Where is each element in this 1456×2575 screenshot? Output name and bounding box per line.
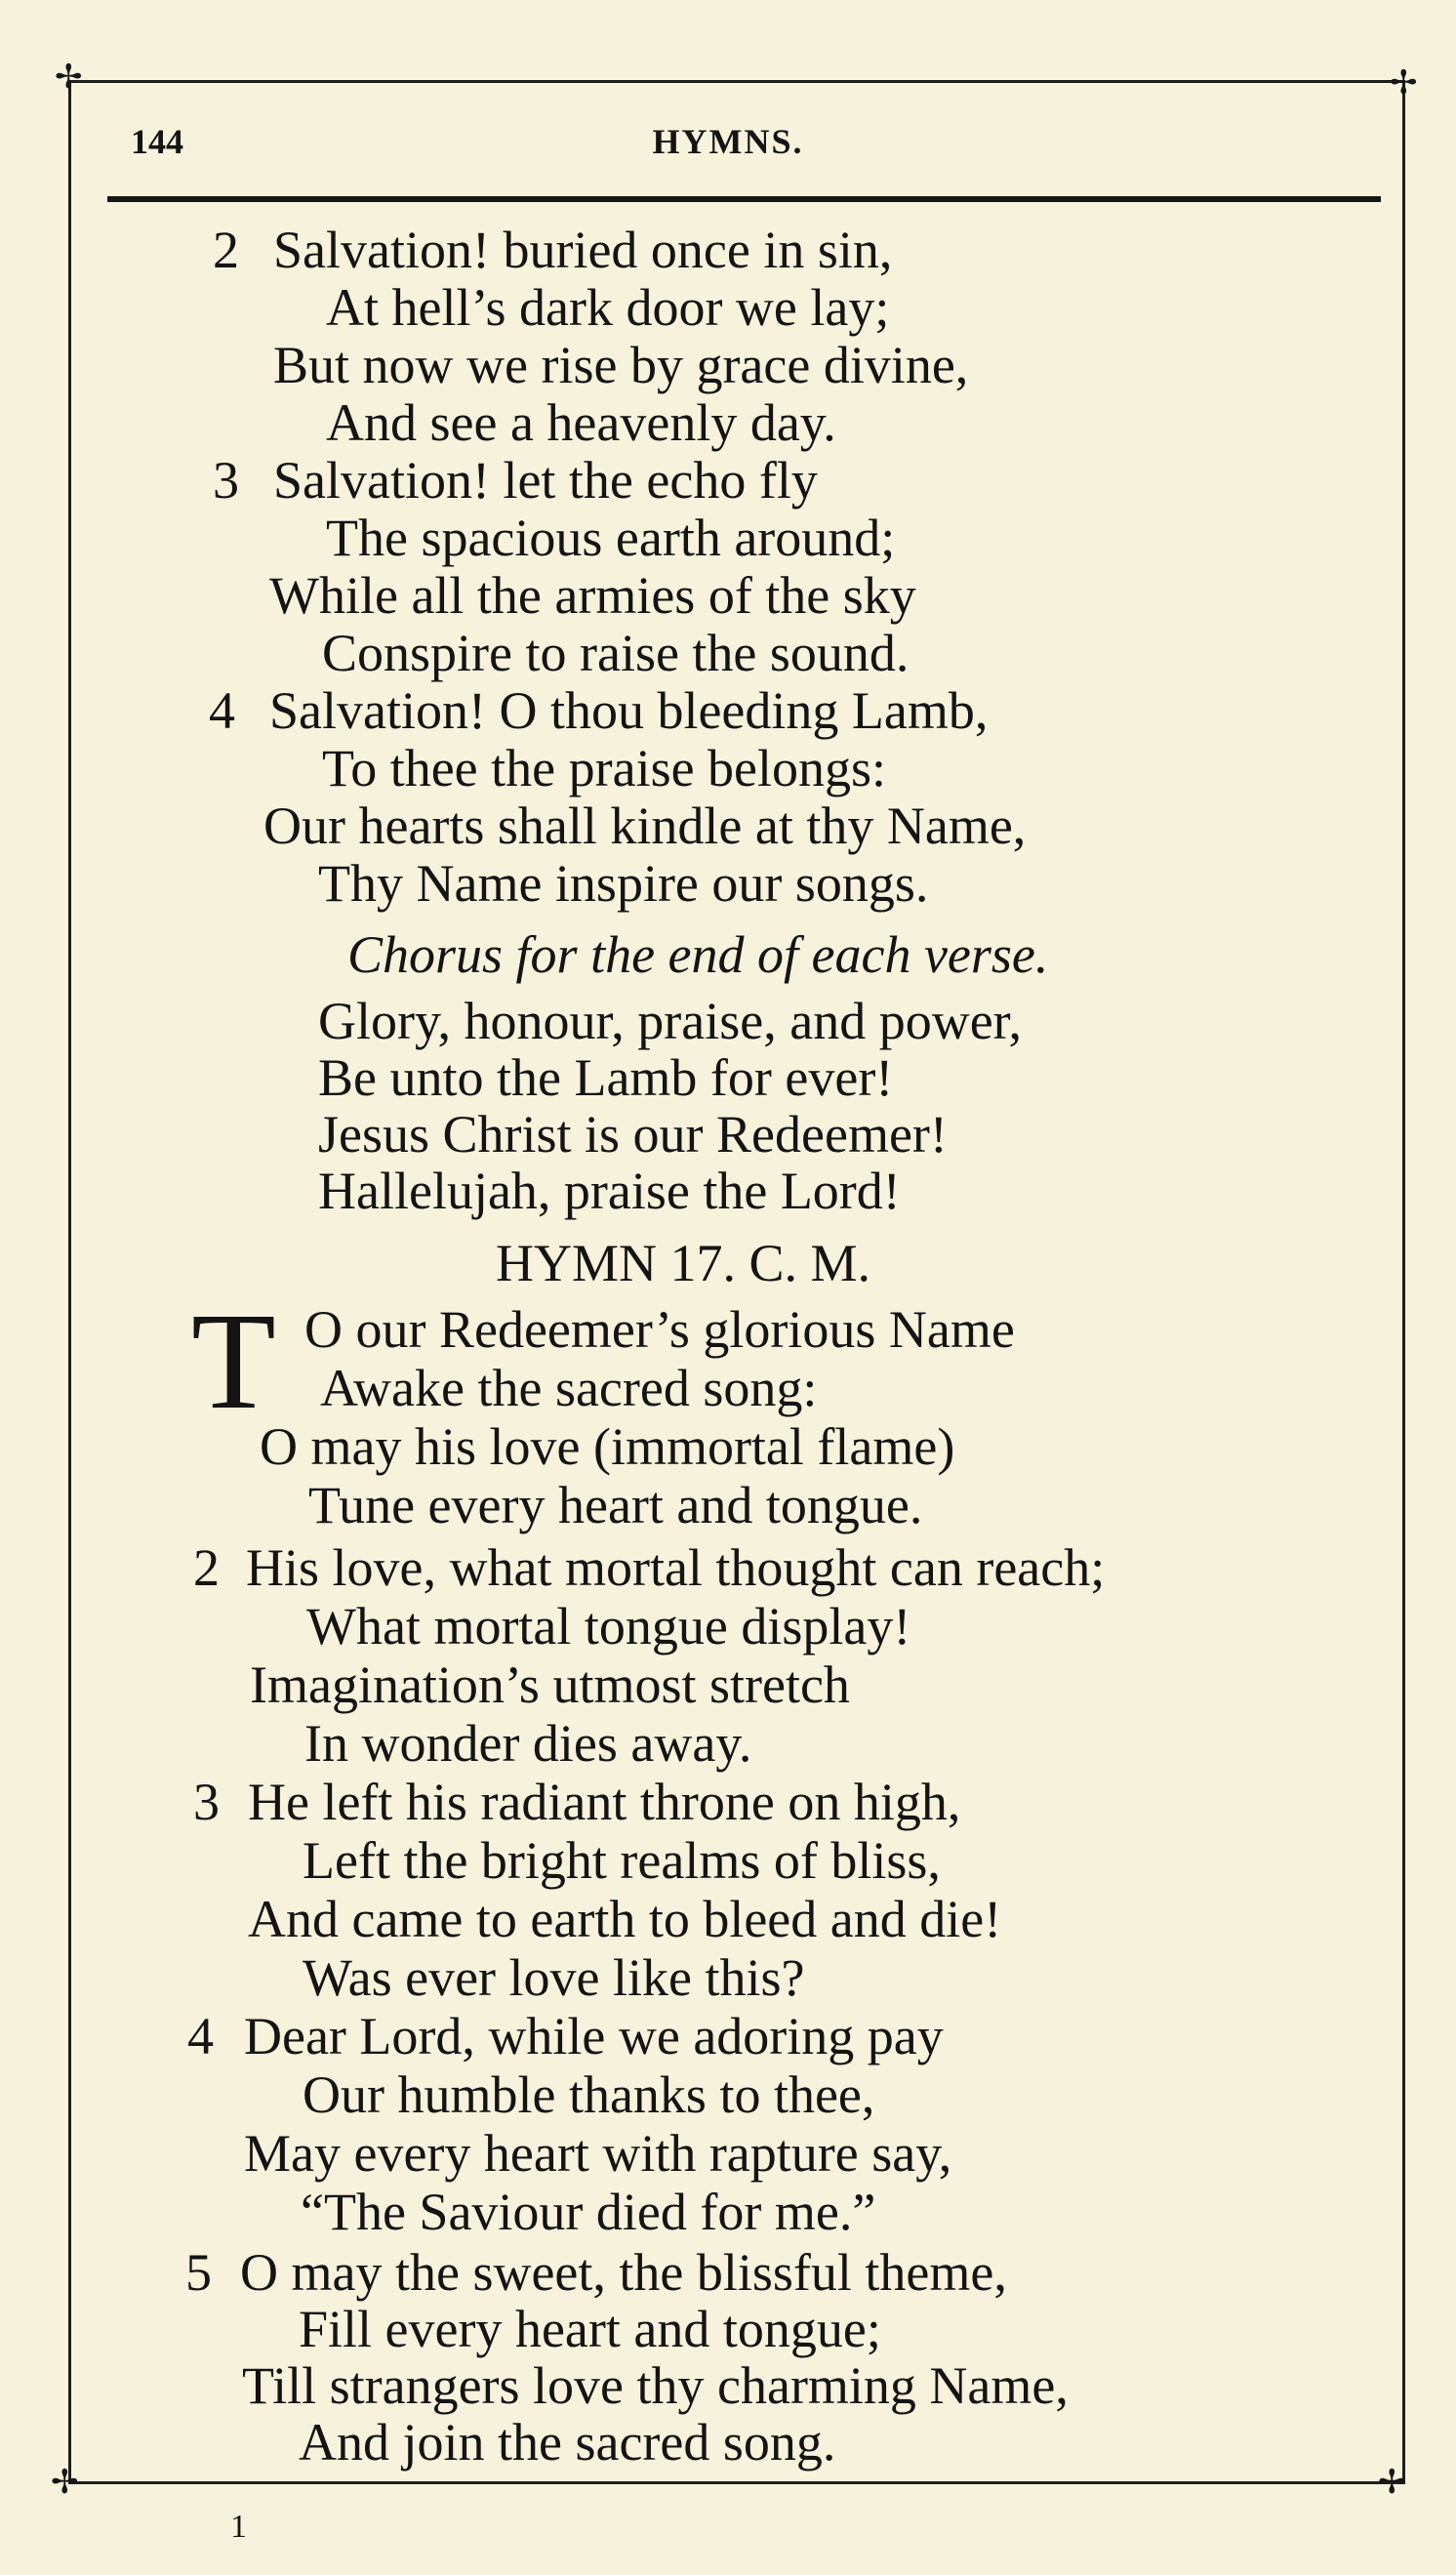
chorus-line: Be unto the Lamb for ever! bbox=[318, 1048, 894, 1107]
verse-line: Awake the sacred song: bbox=[320, 1359, 818, 1417]
right-border bbox=[1402, 80, 1405, 2481]
drop-cap: T bbox=[191, 1284, 276, 1438]
chorus-heading: Chorus for the end of each verse. bbox=[347, 925, 1049, 984]
corner-ornament-icon: ✢ bbox=[51, 2463, 79, 2502]
verse-line: Salvation! buried once in sin, bbox=[273, 221, 893, 279]
verse-line: Salvation! O thou bleeding Lamb, bbox=[269, 681, 989, 740]
verse-line: Was ever love like this? bbox=[303, 1948, 805, 2007]
verse-line: “The Saviour died for me.” bbox=[301, 2183, 876, 2241]
chorus-line: Hallelujah, praise the Lord! bbox=[318, 1162, 901, 1220]
running-title: HYMNS. bbox=[652, 122, 804, 161]
verse-line: And see a heavenly day. bbox=[326, 393, 836, 452]
corner-ornament-icon: ✢ bbox=[55, 58, 83, 97]
verse-line: Left the bright realms of bliss, bbox=[303, 1831, 941, 1890]
signature-mark: 1 bbox=[230, 2509, 247, 2545]
verse-line: O may the sweet, the blissful theme, bbox=[240, 2243, 1007, 2302]
left-border bbox=[68, 80, 71, 2481]
verse-line: Dear Lord, while we adoring pay bbox=[244, 2007, 944, 2065]
verse-number: 2 bbox=[213, 221, 239, 279]
verse-number: 5 bbox=[185, 2243, 212, 2302]
verse-line: Till strangers love thy charming Name, bbox=[242, 2356, 1069, 2415]
corner-ornament-icon: ✢ bbox=[1378, 2463, 1406, 2502]
page-number: 144 bbox=[131, 122, 183, 161]
verse-line: And came to earth to bleed and die! bbox=[248, 1890, 1002, 1948]
verse-line: To thee the praise belongs: bbox=[322, 739, 887, 797]
verse-line: His love, what mortal thought can reach; bbox=[246, 1538, 1106, 1597]
verse-line: While all the armies of the sky bbox=[269, 566, 916, 625]
verse-line: May every heart with rapture say, bbox=[244, 2124, 952, 2183]
verse-line: Fill every heart and tongue; bbox=[299, 2300, 881, 2358]
verse-line: The spacious earth around; bbox=[326, 509, 896, 567]
bottom-rule bbox=[68, 2481, 1405, 2484]
verse-line: Tune every heart and tongue. bbox=[308, 1476, 923, 1534]
chorus-line: Jesus Christ is our Redeemer! bbox=[318, 1105, 948, 1164]
verse-line: Conspire to raise the sound. bbox=[322, 624, 910, 682]
verse-number: 2 bbox=[193, 1538, 220, 1597]
verse-line: O our Redeemer’s glorious Name bbox=[304, 1300, 1015, 1359]
verse-line: Our hearts shall kindle at thy Name, bbox=[263, 797, 1027, 855]
hymn-heading: HYMN 17. C. M. bbox=[496, 1234, 871, 1292]
verse-line: O may his love (immortal flame) bbox=[260, 1417, 955, 1476]
top-rule bbox=[68, 80, 1405, 83]
verse-number: 4 bbox=[187, 2007, 214, 2065]
verse-line: But now we rise by grace divine, bbox=[273, 336, 969, 394]
verse-number: 4 bbox=[209, 681, 235, 740]
verse-number: 3 bbox=[213, 451, 239, 510]
verse-line: Thy Name inspire our songs. bbox=[318, 854, 929, 913]
verse-number: 3 bbox=[193, 1773, 220, 1831]
verse-line: Salvation! let the echo fly bbox=[273, 451, 818, 510]
header-rule bbox=[107, 196, 1381, 202]
chorus-line: Glory, honour, praise, and power, bbox=[318, 992, 1022, 1050]
corner-ornament-icon: ✢ bbox=[1390, 63, 1418, 102]
verse-line: In wonder dies away. bbox=[304, 1714, 752, 1773]
verse-line: At hell’s dark door we lay; bbox=[326, 278, 890, 337]
verse-line: Imagination’s utmost stretch bbox=[250, 1655, 850, 1714]
verse-line: What mortal tongue display! bbox=[306, 1597, 911, 1655]
verse-line: And join the sacred song. bbox=[299, 2413, 836, 2472]
verse-line: Our humble thanks to thee, bbox=[303, 2065, 875, 2124]
verse-line: He left his radiant throne on high, bbox=[248, 1773, 961, 1831]
